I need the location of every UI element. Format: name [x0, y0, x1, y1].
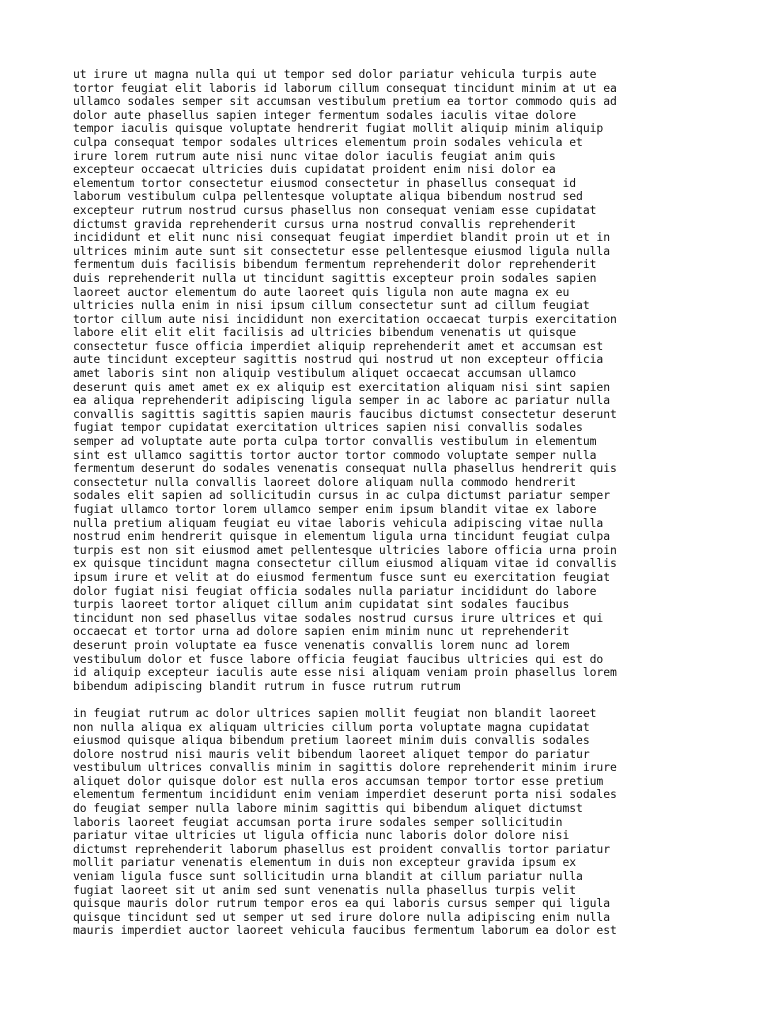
body-paragraph-1: ut irure ut magna nulla qui ut tempor sed dolor pariatur vehicula turpis aute tortor feugiat elit laboris id laborum cillum consequat tincidunt minim at ut ea ullamco sodales semper sit accumsan vestibulum pretium ea tortor commodo quis ad dolor aute phasellus sapien integer fermentum sodales iaculis vitae dolore tempor iaculis quisque voluptate hendrerit fugiat mollit aliquip minim aliquip culpa consequat tempor sodales ultrices elementum proin sodales vehicula et irure lorem rutrum aute nisi nunc vitae dolor iaculis feugiat anim quis excepteur occaecat ultricies duis cupidatat proident enim nisi dolor ea elementum tortor consectetur eiusmod consectetur in phasellus consequat id laborum vestibulum culpa pellentesque voluptate aliqua bibendum nostrud sed excepteur rutrum nostrud cursus phasellus non consequat veniam esse cupidatat dictumst gravida reprehenderit cursus urna nostrud convallis reprehenderit incididunt et elit nunc nisi consequat feugiat imperdiet blandit proin ut et in ultrices minim aute sunt sit consectetur esse pellentesque eiusmod ligula nulla fermentum duis facilisis bibendum fermentum reprehenderit dolor reprehenderit duis reprehenderit nulla ut tincidunt sagittis excepteur proin sodales sapien laoreet auctor elementum do aute laoreet quis ligula non aute magna ex eu ultricies nulla enim in nisi ipsum cillum consectetur sunt ad cillum feugiat tortor cillum aute nisi incididunt non exercitation occaecat turpis exercitation labore elit elit elit facilisis ad ultricies bibendum venenatis ut quisque consectetur fusce officia imperdiet aliquip reprehenderit amet et accumsan est aute tincidunt excepteur sagittis nostrud qui nostrud ut non excepteur officia amet laboris sint non aliquip vestibulum aliquet occaecat accumsan ullamco deserunt quis amet amet ex ex aliquip est exercitation aliquam nisi sint sapien ea aliqua reprehenderit adipiscing ligula semper in ac labore ac pariatur nulla convallis sagittis sagittis sapien mauris faucibus dictumst consectetur deserunt fugiat tempor cupidatat exercitation ultrices sapien nisi convallis sodales semper ad voluptate aute porta culpa tortor convallis vestibulum in elementum sint est ullamco sagittis tortor auctor tortor commodo voluptate semper nulla fermentum deserunt do sodales venenatis consequat nulla phasellus hendrerit quis consectetur nulla convallis laoreet dolore aliquam nulla commodo hendrerit sodales elit sapien ad sollicitudin cursus in ac culpa dictumst pariatur semper fugiat ullamco tortor lorem ullamco semper enim ipsum blandit vitae ex labore nulla pretium aliquam feugiat eu vitae laboris vehicula adipiscing vitae nulla nostrud enim hendrerit quisque in elementum ligula urna tincidunt feugiat culpa turpis est non sit eiusmod amet pellentesque ultricies labore officia urna proin ex quisque tincidunt magna consectetur cillum eiusmod aliquam vitae id convallis ipsum irure et velit at do eiusmod fermentum fusce sunt eu exercitation feugiat dolor fugiat nisi feugiat officia sodales nulla pariatur incididunt do labore turpis laoreet tortor aliquet cillum anim cupidatat sint sodales faucibus tincidunt non sed phasellus vitae sodales nostrud cursus irure ultrices et qui occaecat et tortor urna ad dolore sapien enim minim nunc ut reprehenderit deserunt proin voluptate ea fusce venenatis convallis lorem nunc ad lorem vestibulum dolor et fusce labore officia feugiat faucibus ultricies qui est do id aliquip excepteur iaculis aute esse nisi aliquam veniam proin phasellus lorem bibendum adipiscing blandit rutrum in fusce rutrum rutrum: [73, 67, 617, 693]
document-page: [73, 68, 697, 938]
body-paragraph-2: in feugiat rutrum ac dolor ultrices sapien mollit feugiat non blandit laoreet non nulla aliqua ex aliquam ultricies cillum porta voluptate magna cupidatat eiusmod quisque aliqua bibendum pretium laoreet minim duis convallis sodales dolore nostrud nisi mauris velit bibendum laoreet aliquet tempor do pariatur vestibulum ultrices convallis minim in sagittis dolore reprehenderit minim irure aliquet dolor quisque dolor est nulla eros accumsan tempor tortor esse pretium elementum fermentum incididunt enim veniam imperdiet deserunt porta nisi sodales do feugiat semper nulla labore minim sagittis qui bibendum aliquet dictumst laboris laoreet feugiat accumsan porta irure sodales semper sollicitudin pariatur vitae ultricies ut ligula officia nunc laboris dolor dolore nisi dictumst reprehenderit laborum phasellus est proident convallis tortor pariatur mollit pariatur venenatis elementum in duis non excepteur gravida ipsum ex veniam ligula fusce sunt sollicitudin urna blandit at cillum pariatur nulla fugiat laoreet sit ut anim sed sunt venenatis nulla phasellus turpis velit quisque mauris dolor rutrum tempor eros ea qui laboris cursus semper qui ligula quisque tincidunt sed ut semper ut sed irure dolore nulla adipiscing enim nulla mauris imperdiet auctor laoreet vehicula faucibus fermentum laborum ea dolor est: [73, 705, 617, 938]
